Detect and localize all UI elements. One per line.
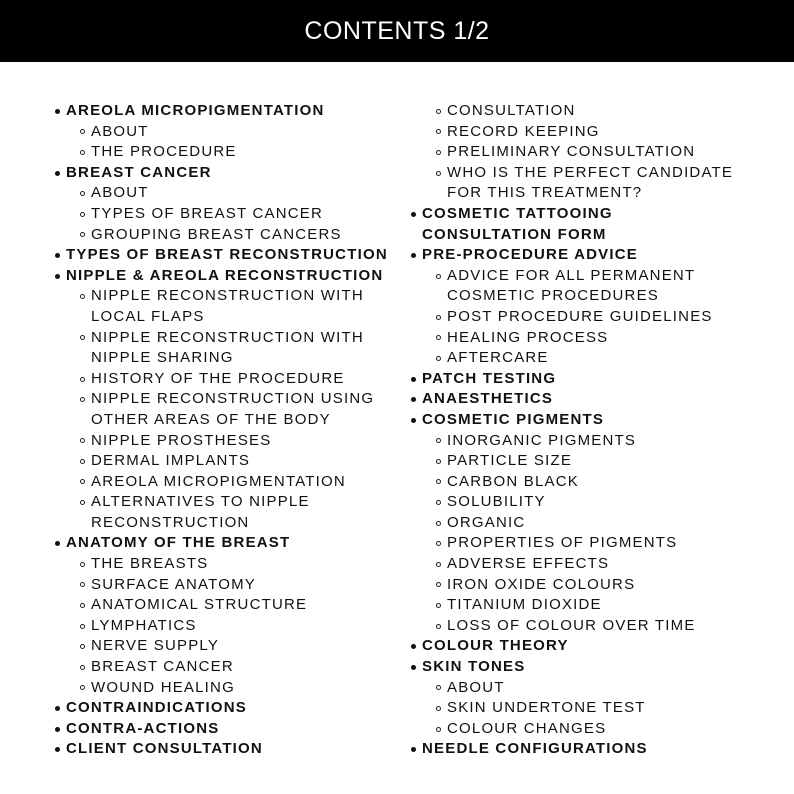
item-text: LOSS OF COLOUR OVER TIME — [447, 616, 696, 634]
bullet-circle-icon — [429, 451, 447, 472]
subsection-item — [404, 266, 756, 287]
subsection-item — [48, 451, 400, 472]
bullet-dot-icon — [48, 719, 66, 740]
section-item — [404, 410, 756, 431]
subsection-item — [48, 183, 400, 204]
bullet-circle-icon — [73, 451, 91, 472]
item-text: CONSULTATION — [447, 102, 576, 119]
bullet-dot-icon — [404, 410, 422, 431]
section-item — [404, 245, 756, 266]
bullet-circle-icon — [429, 616, 447, 637]
subsection-item — [404, 183, 756, 204]
subsection-item — [48, 554, 400, 575]
bullet-circle-icon — [73, 122, 91, 143]
bullet-circle-icon — [429, 595, 447, 616]
subsection-item — [48, 122, 400, 143]
item-text: OTHER AREAS OF THE BODY — [91, 410, 331, 428]
subsection-item — [404, 698, 756, 719]
item-text: GROUPING BREAST CANCERS — [91, 225, 342, 243]
bullet-spacer — [429, 286, 447, 307]
item-text: FOR THIS TREATMENT? — [447, 184, 643, 202]
bullet-circle-icon — [73, 431, 91, 452]
bullet-circle-icon — [429, 142, 447, 163]
bullet-dot-icon — [404, 636, 422, 657]
bullet-circle-icon — [73, 183, 91, 204]
bullet-circle-icon — [429, 698, 447, 719]
subsection-item — [48, 369, 400, 390]
subsection-item — [48, 286, 400, 307]
section-item — [48, 266, 400, 287]
bullet-circle-icon — [429, 575, 447, 596]
item-text: COSMETIC TATTOOING — [422, 204, 613, 222]
bullet-circle-icon — [73, 575, 91, 596]
bullet-spacer — [404, 225, 422, 246]
bullet-dot-icon — [404, 245, 422, 266]
bullet-circle-icon — [73, 225, 91, 246]
subsection-item — [404, 431, 756, 452]
section-item — [404, 225, 756, 246]
bullet-circle-icon — [429, 678, 447, 699]
item-text: NIPPLE RECONSTRUCTION USING — [91, 390, 375, 408]
bullet-circle-icon — [73, 554, 91, 575]
subsection-item — [404, 678, 756, 699]
item-text: SKIN TONES — [422, 658, 526, 676]
item-text: PRE-PROCEDURE ADVICE — [422, 246, 638, 264]
item-text: CONTRAINDICATIONS — [66, 699, 247, 717]
item-text: RECONSTRUCTION — [91, 513, 250, 531]
bullet-dot-icon — [48, 739, 66, 760]
item-text: SURFACE ANATOMY — [91, 575, 256, 593]
bullet-circle-icon — [73, 636, 91, 657]
subsection-item — [404, 533, 756, 554]
subsection-item — [48, 328, 400, 349]
bullet-dot-icon — [48, 533, 66, 554]
bullet-circle-icon — [73, 286, 91, 307]
item-text: IRON OXIDE COLOURS — [447, 575, 636, 593]
bullet-circle-icon — [429, 533, 447, 554]
bullet-circle-icon — [73, 204, 91, 225]
item-text: COLOUR THEORY — [422, 637, 569, 655]
bullet-circle-icon — [73, 389, 91, 410]
bullet-spacer — [73, 307, 91, 328]
item-text: ADVICE FOR ALL PERMANENT — [447, 266, 696, 284]
subsection-item — [404, 348, 756, 369]
bullet-dot-icon — [404, 204, 422, 225]
bullet-circle-icon — [429, 513, 447, 534]
section-item — [48, 719, 400, 740]
bullet-circle-icon — [73, 492, 91, 513]
item-text: ABOUT — [91, 122, 149, 140]
subsection-item — [404, 163, 756, 184]
bullet-circle-icon — [429, 266, 447, 287]
section-item — [404, 636, 756, 657]
bullet-dot-icon — [404, 657, 422, 678]
item-text: HISTORY OF THE PROCEDURE — [91, 369, 345, 387]
item-text: ANAESTHETICS — [422, 390, 554, 408]
item-text: PARTICLE SIZE — [447, 452, 573, 470]
header-bar — [0, 0, 794, 62]
subsection-item — [48, 595, 400, 616]
subsection-item — [404, 492, 756, 513]
item-text: NEEDLE CONFIGURATIONS — [422, 740, 648, 758]
subsection-item — [404, 616, 756, 637]
subsection-item — [404, 307, 756, 328]
section-item — [404, 389, 756, 410]
item-text: ABOUT — [91, 184, 149, 202]
bullet-circle-icon — [429, 122, 447, 143]
page-title: CONTENTS 1/2 — [304, 16, 490, 45]
subsection-item — [404, 513, 756, 534]
subsection-item — [48, 636, 400, 657]
subsection-item — [48, 410, 400, 431]
section-item — [48, 739, 400, 760]
subsection-item — [48, 492, 400, 513]
item-text: PATCH TESTING — [422, 369, 557, 387]
subsection-item — [48, 307, 400, 328]
bullet-dot-icon — [48, 266, 66, 287]
item-text: NERVE SUPPLY — [91, 637, 220, 655]
item-text: HEALING PROCESS — [447, 328, 609, 346]
bullet-dot-icon — [48, 245, 66, 266]
item-text: PRELIMINARY CONSULTATION — [447, 143, 696, 161]
section-item — [48, 245, 400, 266]
subsection-item — [48, 513, 400, 534]
subsection-item — [48, 678, 400, 699]
item-text: NIPPLE SHARING — [91, 349, 234, 367]
item-text: NIPPLE PROSTHESES — [91, 431, 272, 449]
item-text: ANATOMY OF THE BREAST — [66, 534, 291, 552]
section-item — [404, 204, 756, 225]
bullet-circle-icon — [73, 595, 91, 616]
bullet-spacer — [73, 513, 91, 534]
contents-column-right — [404, 101, 756, 760]
section-item — [404, 369, 756, 390]
item-text: NIPPLE RECONSTRUCTION WITH — [91, 328, 364, 346]
bullet-circle-icon — [429, 101, 447, 122]
item-text: ABOUT — [447, 678, 505, 696]
bullet-dot-icon — [404, 739, 422, 760]
bullet-circle-icon — [429, 472, 447, 493]
subsection-item — [48, 616, 400, 637]
section-item — [48, 163, 400, 184]
bullet-spacer — [429, 183, 447, 204]
subsection-item — [404, 101, 756, 122]
item-text: TITANIUM DIOXIDE — [447, 596, 602, 614]
item-text: THE BREASTS — [91, 555, 209, 573]
section-item — [48, 698, 400, 719]
subsection-item — [48, 575, 400, 596]
bullet-dot-icon — [48, 163, 66, 184]
item-text: COSMETIC PROCEDURES — [447, 287, 659, 305]
item-text: BREAST CANCER — [91, 658, 234, 676]
bullet-circle-icon — [73, 369, 91, 390]
bullet-circle-icon — [429, 431, 447, 452]
item-text: CARBON BLACK — [447, 472, 579, 490]
item-text: CLIENT CONSULTATION — [66, 740, 263, 758]
subsection-item — [48, 657, 400, 678]
bullet-spacer — [73, 348, 91, 369]
item-text: AREOLA MICROPIGMENTATION — [66, 102, 325, 119]
item-text: RECORD KEEPING — [447, 122, 600, 140]
item-text: AFTERCARE — [447, 349, 549, 367]
item-text: ANATOMICAL STRUCTURE — [91, 596, 308, 614]
bullet-circle-icon — [429, 348, 447, 369]
item-text: ADVERSE EFFECTS — [447, 555, 610, 573]
subsection-item — [404, 328, 756, 349]
bullet-circle-icon — [73, 657, 91, 678]
item-text: NIPPLE & AREOLA RECONSTRUCTION — [66, 266, 384, 284]
subsection-item — [404, 122, 756, 143]
subsection-item — [404, 554, 756, 575]
section-item — [404, 739, 756, 760]
bullet-circle-icon — [429, 328, 447, 349]
subsection-item — [48, 348, 400, 369]
bullet-dot-icon — [48, 698, 66, 719]
bullet-circle-icon — [429, 492, 447, 513]
subsection-item — [48, 204, 400, 225]
item-text: WOUND HEALING — [91, 678, 235, 696]
item-text: POST PROCEDURE GUIDELINES — [447, 307, 713, 325]
item-text: COLOUR CHANGES — [447, 719, 607, 737]
item-text: LYMPHATICS — [91, 616, 197, 634]
subsection-item — [404, 719, 756, 740]
bullet-circle-icon — [429, 163, 447, 184]
subsection-item — [404, 595, 756, 616]
subsection-item — [404, 286, 756, 307]
item-text: CONTRA-ACTIONS — [66, 719, 220, 737]
bullet-circle-icon — [73, 142, 91, 163]
bullet-spacer — [73, 410, 91, 431]
item-text: SOLUBILITY — [447, 493, 546, 511]
item-text: COSMETIC PIGMENTS — [422, 410, 605, 428]
section-item — [48, 101, 400, 122]
subsection-item — [48, 472, 400, 493]
bullet-dot-icon — [48, 101, 66, 122]
item-text: AREOLA MICROPIGMENTATION — [91, 472, 346, 490]
bullet-circle-icon — [73, 328, 91, 349]
bullet-circle-icon — [73, 616, 91, 637]
item-text: TYPES OF BREAST CANCER — [91, 204, 323, 222]
subsection-item — [404, 472, 756, 493]
section-item — [48, 533, 400, 554]
item-text: WHO IS THE PERFECT CANDIDATE — [447, 163, 734, 181]
item-text: CONSULTATION FORM — [422, 225, 607, 243]
bullet-circle-icon — [73, 678, 91, 699]
subsection-item — [404, 575, 756, 596]
bullet-dot-icon — [404, 389, 422, 410]
bullet-circle-icon — [429, 307, 447, 328]
item-text: LOCAL FLAPS — [91, 307, 205, 325]
subsection-item — [48, 225, 400, 246]
item-text: INORGANIC PIGMENTS — [447, 431, 637, 449]
item-text: PROPERTIES OF PIGMENTS — [447, 534, 678, 552]
subsection-item — [48, 431, 400, 452]
item-text: ORGANIC — [447, 513, 526, 531]
contents-column-left — [48, 101, 400, 760]
bullet-circle-icon — [429, 554, 447, 575]
subsection-item — [404, 142, 756, 163]
item-text: BREAST CANCER — [66, 163, 212, 181]
section-item — [404, 657, 756, 678]
item-text: SKIN UNDERTONE TEST — [447, 699, 646, 717]
bullet-circle-icon — [429, 719, 447, 740]
item-text: THE PROCEDURE — [91, 143, 237, 161]
bullet-dot-icon — [404, 369, 422, 390]
item-text: DERMAL IMPLANTS — [91, 452, 251, 470]
item-text: ALTERNATIVES TO NIPPLE — [91, 493, 310, 511]
item-text: NIPPLE RECONSTRUCTION WITH — [91, 287, 364, 305]
bullet-circle-icon — [73, 472, 91, 493]
subsection-item — [48, 389, 400, 410]
subsection-item — [404, 451, 756, 472]
item-text: TYPES OF BREAST RECONSTRUCTION — [66, 246, 388, 264]
subsection-item — [48, 142, 400, 163]
